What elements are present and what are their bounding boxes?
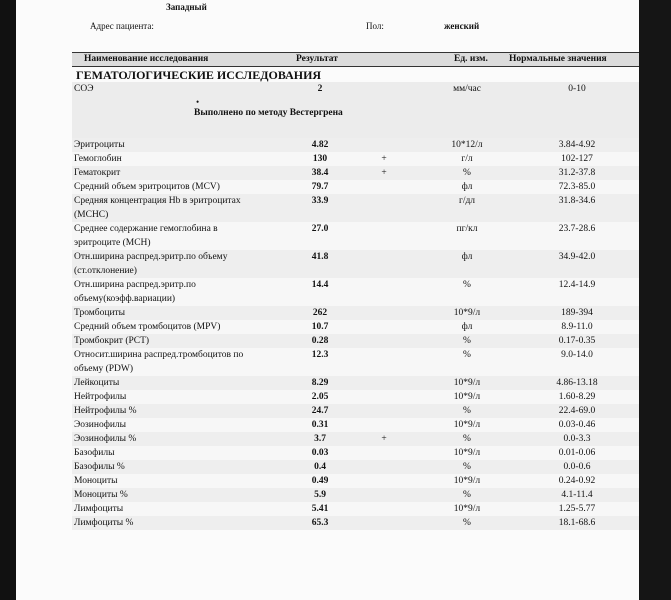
sex-label: Пол: (366, 21, 384, 31)
result-value: 14.4 (311, 280, 329, 290)
table-header (72, 52, 639, 67)
test-name: Тромбоциты (74, 308, 126, 318)
test-name: Нейтрофилы (74, 392, 127, 402)
test-name: Отн.ширина распред.эритр.по объему (ст.отклонение) (74, 252, 228, 276)
norm-range: 23.7-28.6 (558, 224, 596, 234)
test-name: Лейкоциты (74, 378, 120, 388)
section-title-text: ГЕМАТОЛОГИЧЕСКИЕ ИССЛЕДОВАНИЯ (76, 68, 322, 82)
norm-range: 3.84-4.92 (558, 140, 596, 150)
result-value: 0.28 (311, 336, 329, 346)
norm-range: 0.0-0.6 (563, 462, 591, 472)
result-value: 262 (312, 308, 328, 318)
unit-cell: % (463, 434, 471, 444)
norm-range: 22.4-69.0 (558, 406, 596, 416)
test-name: Средний объем эритроцитов (MCV) (74, 182, 220, 192)
test-name: Моноциты % (74, 490, 128, 500)
method-dot: • (196, 97, 200, 107)
table-row (72, 516, 639, 530)
result-value: 24.7 (311, 406, 329, 416)
table-row (72, 474, 639, 488)
result-value: 0.03 (311, 448, 329, 458)
unit-cell: 10*9/л (453, 308, 481, 318)
unit-cell: 10*12/л (451, 140, 483, 150)
esr-unit: мм/час (453, 84, 481, 94)
unit-cell: фл (461, 322, 473, 332)
table-row (72, 404, 639, 418)
table-row (72, 166, 639, 180)
table-row (72, 320, 639, 334)
norm-range: 9.0-14.0 (561, 350, 593, 360)
unit-cell: % (463, 490, 471, 500)
norm-range: 0.0-3.3 (563, 434, 591, 444)
table-row (72, 488, 639, 502)
norm-range: 0.17-0.35 (558, 336, 596, 346)
test-name: Эозинофилы (74, 420, 127, 430)
table-row (72, 250, 639, 278)
table-row (72, 180, 639, 194)
unit-cell: г/дл (458, 196, 476, 206)
test-name: Отн.ширина распред.эритр.по объему(коэфф.вариации) (74, 280, 196, 304)
deviation-flag: + (381, 154, 387, 164)
test-name: Среднее содержание гемоглобина в эритроците (MCH) (74, 224, 218, 248)
unit-cell: 10*9/л (453, 392, 481, 402)
table-row (72, 306, 639, 320)
table-row (72, 152, 639, 166)
norm-range: 102-127 (561, 154, 593, 164)
unit-cell: % (463, 462, 471, 472)
esr-name: СОЭ (74, 84, 94, 94)
result-value: 10.7 (311, 322, 329, 332)
test-name: Эозинофилы % (74, 434, 137, 444)
table-row (72, 194, 639, 222)
result-value: 4.82 (311, 140, 329, 150)
sex-value: женский (444, 21, 480, 31)
test-name: Моноциты (74, 476, 118, 486)
result-value: 38.4 (311, 168, 329, 178)
test-name: Нейтрофилы % (74, 406, 137, 416)
result-value: 130 (312, 154, 328, 164)
test-name: Гематокрит (74, 168, 121, 178)
esr-norm: 0-10 (568, 84, 586, 94)
result-value: 8.29 (311, 378, 329, 388)
region-text: Западный (166, 2, 207, 12)
table-row (72, 390, 639, 404)
table-row (72, 376, 639, 390)
esr-method-note: Выполнено по методу Вестергрена (194, 108, 343, 118)
table-row (72, 222, 639, 250)
test-name: Эритроциты (74, 140, 125, 150)
result-value: 0.4 (314, 462, 326, 472)
norm-range: 4.1-11.4 (561, 490, 593, 500)
esr-block (72, 82, 639, 138)
norm-range: 31.8-34.6 (558, 196, 596, 206)
unit-cell: % (463, 168, 471, 178)
unit-cell: 10*9/л (453, 378, 481, 388)
result-value: 27.0 (311, 224, 329, 234)
result-value: 12.3 (311, 350, 329, 360)
test-name: Лимфоциты (74, 504, 124, 514)
test-name: Средняя концентрация Hb в эритроцитах (MCHC) (74, 196, 241, 220)
table-row (72, 432, 639, 446)
address-label: Адрес пациента: (90, 21, 154, 31)
test-name: Тромбокрит (PCT) (74, 336, 150, 346)
col-unit-header: Ед. изм. (454, 54, 488, 64)
unit-cell: пг/кл (456, 224, 478, 234)
test-name: Базофилы % (74, 462, 125, 472)
test-name: Гемоглобин (74, 154, 122, 164)
unit-cell: 10*9/л (453, 504, 481, 514)
unit-cell: % (463, 518, 471, 528)
unit-cell: % (463, 280, 471, 290)
norm-range: 0.24-0.92 (558, 476, 596, 486)
result-value: 33.9 (311, 196, 329, 206)
report-page (16, 0, 639, 600)
results-table (72, 52, 639, 530)
unit-cell: 10*9/л (453, 448, 481, 458)
unit-cell: 10*9/л (453, 476, 481, 486)
unit-cell: % (463, 336, 471, 346)
unit-cell: 10*9/л (453, 420, 481, 430)
unit-cell: % (463, 350, 471, 360)
norm-range: 1.25-5.77 (558, 504, 596, 514)
background-edge (639, 0, 671, 600)
test-name: Базофилы (74, 448, 115, 458)
norm-range: 4.86-13.18 (556, 378, 598, 388)
norm-range: 0.01-0.06 (558, 448, 596, 458)
table-row (72, 348, 639, 376)
result-value: 2.05 (311, 392, 329, 402)
col-result-header: Результат (296, 54, 338, 64)
col-norm-header: Нормальные значения (509, 54, 607, 64)
test-name: Средний объем тромбоцитов (MPV) (74, 322, 221, 332)
norm-range: 18.1-68.6 (558, 518, 596, 528)
result-value: 0.49 (311, 476, 329, 486)
unit-cell: фл (461, 182, 473, 192)
table-row (72, 138, 639, 152)
norm-range: 0.03-0.46 (558, 420, 596, 430)
test-name: Лимфоциты % (74, 518, 134, 528)
result-value: 0.31 (311, 420, 329, 430)
table-row (72, 446, 639, 460)
result-value: 41.8 (311, 252, 329, 262)
norm-range: 72.3-85.0 (558, 182, 596, 192)
norm-range: 1.60-8.29 (558, 392, 596, 402)
deviation-flag: + (381, 434, 387, 444)
result-value: 79.7 (311, 182, 329, 192)
unit-cell: г/л (461, 154, 473, 164)
esr-value: 2 (317, 84, 323, 94)
result-value: 5.41 (311, 504, 329, 514)
table-row (72, 418, 639, 432)
unit-cell: фл (461, 252, 473, 262)
norm-range: 189-394 (561, 308, 593, 318)
table-row (72, 334, 639, 348)
result-value: 5.9 (314, 490, 326, 500)
table-row (72, 460, 639, 474)
norm-range: 12.4-14.9 (558, 280, 596, 290)
col-name-header: Наименование исследования (84, 54, 209, 64)
section-title (72, 67, 639, 82)
table-row (72, 502, 639, 516)
results-rows (72, 138, 639, 530)
unit-cell: % (463, 406, 471, 416)
table-row (72, 278, 639, 306)
norm-range: 8.9-11.0 (561, 322, 593, 332)
norm-range: 34.9-42.0 (558, 252, 596, 262)
result-value: 3.7 (314, 434, 326, 444)
deviation-flag: + (381, 168, 387, 178)
test-name: Относит.ширина распред.тромбоцитов по объему (PDW) (74, 350, 244, 374)
result-value: 65.3 (311, 518, 329, 528)
norm-range: 31.2-37.8 (558, 168, 596, 178)
